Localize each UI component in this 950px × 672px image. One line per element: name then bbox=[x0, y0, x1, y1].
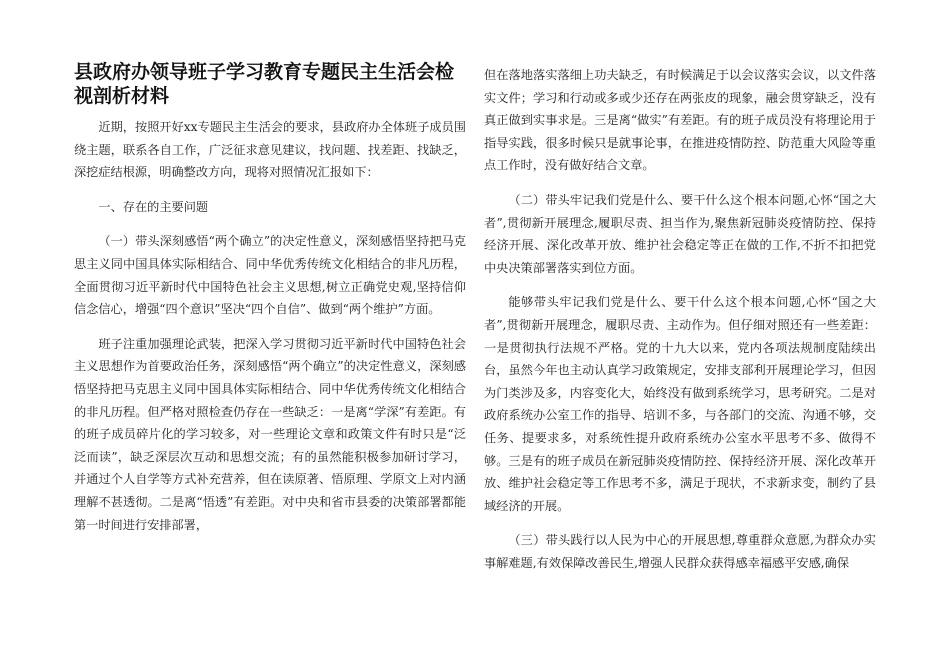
document-title: 县政府办领导班子学习教育专题民主生活会检视剖析材料 bbox=[74, 61, 455, 107]
continued-paragraph: 但在落地落实落细上功夫缺乏，有时候满足于以会议落实会议，以文件落实文件；学习和行动或多或少还存在两张皮的现象，融会贯穿缺乏，没有真正做到实事求是。三是离“做实”有差距。有的班子成员没有将理论用于指导实践，很多时候只是就事论事，在推进疫情防控、防范重大风险等重点工作时，没有做好结合文章。 bbox=[484, 68, 876, 173]
body-paragraph: 能够带头牢记我们党是什么、要干什么这个根本问题,心怀“国之大者”,贯彻新开展理念，履职尽责、主动作为。但仔细对照还有一些差距：一是贯彻执行法规不严格。党的十九大以来，党内各项法规制度陆续出台，虽然今年也主动认真学习政策规定，安排支部利开展理论学习，但因为门类涉及多，内容变化大，始终没有做到系统学习，思考研究。二是对政府系统办公室工作的指导、培训不多，与各部门的交流、沟通不够，交任务、提要求多，对系统性提升政府系统办公室水平思考不多、做得不够。三是有的班子成员在新冠肺炎疫情防控、保持经济开展、深化改革开放、维护社会稳定等工作思考不多，满足于现状，不求新求变，制约了县域经济的开展。 bbox=[484, 295, 876, 513]
subsection-heading-2: （二）带头牢记我们党是什么、要干什么这个根本问题,心怀“国之大者”,贯彻新开展理念,履职尽责、担当作为,聚焦新冠肺炎疫情防控、保持经济开展、深化改革开放、维护社会稳定等正在做的工作,不折不扣把党中央决策部署落实到位方面。 bbox=[484, 192, 876, 275]
left-column bbox=[74, 60, 466, 536]
body-paragraph: 班子注重加强理论武装，把深入学习贯彻习近平新时代中国特色社会主义思想作为首要政治任务，深刻感悟“两个确立”的决定性意义，深刻感悟坚持把马克思主义同中国具体实际相结合、同中华优秀传统文化相结合的非凡历程。但严格对照检查仍存在一些缺乏：一是离“学深”有差距。有的班子成员碎片化的学习较多，对一些理论文章和政策文件有时只是“泛泛而读”，缺乏深层次互动和思想交流；有的虽然能积极参加研讨学习，并通过个人自学等方式补充营养，但在读原著、悟原理、学原文上对内涵理解不甚透彻。二是离“悟透”有差距。对中央和省市县委的决策部署都能第一时间进行安排部署， bbox=[74, 336, 466, 532]
subsection-heading-1: （一）带头深刻感悟“两个确立”的决定性意义，深刻感悟坚持把马克思主义同中国具体实际相结合、同中华优秀传统文化相结合的非凡历程，全面贯彻习近平新时代中国特色社会主义思想,树立正确党史观,坚持信仰信念信心，增强“四个意识”坚决“四个自信”、做到“两个维护”方面。 bbox=[74, 234, 466, 317]
section-heading: 一、存在的主要问题 bbox=[98, 199, 209, 214]
right-column bbox=[484, 64, 876, 574]
intro-paragraph: 近期，按照开好xx专题民主生活会的要求，县政府办全体班子成员围绕主题，联系各自工作，广泛征求意见建议，找问题、找差距、找缺乏，深挖症结根源，明确整改方向，现将对照情况汇报如下： bbox=[74, 120, 466, 180]
subsection-heading-3: （三）带头践行以人民为中心的开展思想,尊重群众意愿,为群众办实事解难题,有效保障改善民生,增强人民群众获得感幸福感平安感,确保 bbox=[484, 533, 876, 570]
